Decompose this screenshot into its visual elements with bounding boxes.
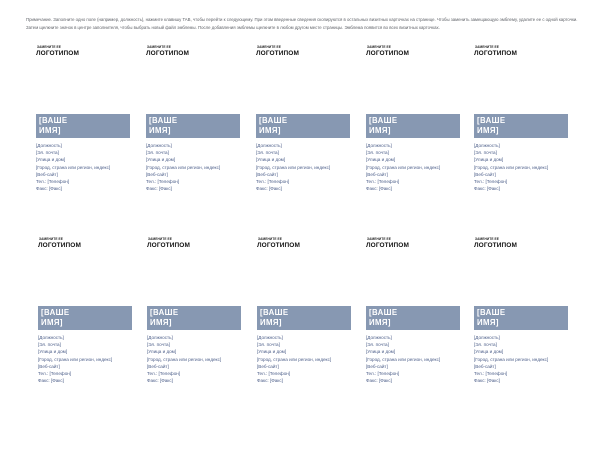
name-field[interactable]: [ВАШЕ ИМЯ] (260, 308, 289, 327)
city-field[interactable]: [Город, страна или регион, индекс] (474, 356, 549, 362)
street-field[interactable]: [Улица и дом] (146, 157, 176, 163)
logo-placeholder[interactable]: ЛОГОТИПОМ (474, 50, 517, 57)
city-field[interactable]: [Город, страна или регион, индекс] (38, 356, 113, 362)
title-field[interactable]: [Должность] (474, 335, 500, 340)
name-box (36, 114, 130, 138)
title-field[interactable]: [Должность] (36, 143, 62, 148)
website-field[interactable]: [Веб-сайт] (366, 363, 388, 369)
phone-field[interactable]: Тел.: [Телефон] (474, 179, 508, 185)
street-field[interactable]: [Улица и дом] (474, 349, 504, 355)
fax-field[interactable]: Факс: [Факс] (366, 186, 392, 192)
city-field[interactable]: [Город, страна или регион, индекс] (146, 164, 221, 170)
fax-field[interactable]: Факс: [Факс] (256, 186, 282, 192)
business-card (256, 45, 356, 195)
email-field[interactable]: [Эл. почта] (366, 150, 389, 156)
email-field[interactable]: [Эл. почта] (366, 342, 389, 348)
title-field[interactable]: [Должность] (146, 143, 172, 148)
street-field[interactable]: [Улица и дом] (366, 349, 396, 355)
name-box (366, 114, 460, 138)
logo-placeholder-small[interactable]: ЗАМЕНИТЕ ЕЕ (147, 45, 171, 49)
name-field[interactable]: [ВАШЕ ИМЯ] (149, 116, 178, 135)
website-field[interactable]: [Веб-сайт] (366, 171, 388, 177)
logo-placeholder-small[interactable]: ЗАМЕНИТЕ ЕЕ (39, 237, 63, 241)
email-field[interactable]: [Эл. почта] (146, 150, 169, 156)
phone-field[interactable]: Тел.: [Телефон] (474, 371, 508, 377)
name-box (257, 306, 351, 330)
logo-placeholder-small[interactable]: ЗАМЕНИТЕ ЕЕ (475, 45, 499, 49)
name-field[interactable]: [ВАШЕ ИМЯ] (41, 308, 70, 327)
name-field[interactable]: [ВАШЕ ИМЯ] (259, 116, 288, 135)
fax-field[interactable]: Факс: [Факс] (474, 378, 500, 384)
business-card (147, 237, 247, 387)
street-field[interactable]: [Улица и дом] (366, 157, 396, 163)
title-field[interactable]: [Должность] (366, 143, 392, 148)
name-box (474, 306, 568, 330)
name-box (147, 306, 241, 330)
name-field[interactable]: [ВАШЕ ИМЯ] (369, 116, 398, 135)
name-field[interactable]: [ВАШЕ ИМЯ] (369, 308, 398, 327)
fax-field[interactable]: Факс: [Факс] (36, 186, 62, 192)
name-box (146, 114, 240, 138)
street-field[interactable]: [Улица и дом] (147, 349, 177, 355)
title-field[interactable]: [Должность] (256, 143, 282, 148)
phone-field[interactable]: Тел.: [Телефон] (38, 371, 72, 377)
email-field[interactable]: [Эл. почта] (474, 342, 497, 348)
fax-field[interactable]: Факс: [Факс] (147, 378, 173, 384)
logo-placeholder[interactable]: ЛОГОТИПОМ (474, 242, 517, 249)
business-card (146, 45, 246, 195)
city-field[interactable]: [Город, страна или регион, индекс] (147, 356, 222, 362)
title-field[interactable]: [Должность] (257, 335, 283, 340)
business-card (366, 237, 466, 387)
fax-field[interactable]: Факс: [Факс] (38, 378, 64, 384)
phone-field[interactable]: Тел.: [Телефон] (36, 179, 70, 185)
city-field[interactable]: [Город, страна или регион, индекс] (256, 164, 331, 170)
name-box (256, 114, 350, 138)
phone-field[interactable]: Тел.: [Телефон] (366, 179, 400, 185)
city-field[interactable]: [Город, страна или регион, индекс] (36, 164, 111, 170)
title-field[interactable]: [Должность] (474, 143, 500, 148)
business-card (366, 45, 466, 195)
email-field[interactable]: [Эл. почта] (256, 150, 279, 156)
street-field[interactable]: [Улица и дом] (38, 349, 68, 355)
email-field[interactable]: [Эл. почта] (147, 342, 170, 348)
fax-field[interactable]: Факс: [Факс] (146, 186, 172, 192)
phone-field[interactable]: Тел.: [Телефон] (147, 371, 181, 377)
logo-placeholder[interactable]: ЛОГОТИПОМ (366, 242, 409, 249)
city-field[interactable]: [Город, страна или регион, индекс] (366, 164, 441, 170)
title-field[interactable]: [Должность] (147, 335, 173, 340)
street-field[interactable]: [Улица и дом] (256, 157, 286, 163)
logo-placeholder[interactable]: ЛОГОТИПОМ (256, 50, 299, 57)
phone-field[interactable]: Тел.: [Телефон] (257, 371, 291, 377)
business-card (474, 237, 574, 387)
logo-placeholder-small[interactable]: ЗАМЕНИТЕ ЕЕ (37, 45, 61, 49)
phone-field[interactable]: Тел.: [Телефон] (146, 179, 180, 185)
contact-details (256, 142, 352, 192)
contact-details (474, 142, 570, 192)
street-field[interactable]: [Улица и дом] (257, 349, 287, 355)
street-field[interactable]: [Улица и дом] (474, 157, 504, 163)
contact-details (366, 142, 462, 192)
name-field[interactable]: [ВАШЕ ИМЯ] (150, 308, 179, 327)
name-field[interactable]: [ВАШЕ ИМЯ] (477, 308, 506, 327)
business-card (474, 45, 574, 195)
website-field[interactable]: [Веб-сайт] (38, 363, 60, 369)
business-card (36, 45, 136, 195)
city-field[interactable]: [Город, страна или регион, индекс] (366, 356, 441, 362)
fax-field[interactable]: Факс: [Факс] (474, 186, 500, 192)
website-field[interactable]: [Веб-сайт] (474, 171, 496, 177)
contact-details (257, 334, 353, 384)
logo-placeholder[interactable]: ЛОГОТИПОМ (36, 50, 79, 57)
contact-details (474, 334, 570, 384)
business-card (38, 237, 138, 387)
city-field[interactable]: [Город, страна или регион, индекс] (257, 356, 332, 362)
logo-placeholder[interactable]: ЛОГОТИПОМ (366, 50, 409, 57)
website-field[interactable]: [Веб-сайт] (36, 171, 58, 177)
logo-placeholder-small[interactable]: ЗАМЕНИТЕ ЕЕ (367, 45, 391, 49)
fax-field[interactable]: Факс: [Факс] (366, 378, 392, 384)
email-field[interactable]: [Эл. почта] (36, 150, 59, 156)
name-box (366, 306, 460, 330)
name-field[interactable]: [ВАШЕ ИМЯ] (39, 116, 68, 135)
website-field[interactable]: [Веб-сайт] (474, 363, 496, 369)
street-field[interactable]: [Улица и дом] (36, 157, 66, 163)
name-box (474, 114, 568, 138)
phone-field[interactable]: Тел.: [Телефон] (256, 179, 290, 185)
email-field[interactable]: [Эл. почта] (38, 342, 61, 348)
contact-details (38, 334, 134, 384)
business-card (257, 237, 357, 387)
website-field[interactable]: [Веб-сайт] (257, 363, 279, 369)
logo-placeholder[interactable]: ЛОГОТИПОМ (146, 50, 189, 57)
logo-placeholder[interactable]: ЛОГОТИПОМ (147, 242, 190, 249)
website-field[interactable]: [Веб-сайт] (256, 171, 278, 177)
title-field[interactable]: [Должность] (38, 335, 64, 340)
logo-placeholder-small[interactable]: ЗАМЕНИТЕ ЕЕ (258, 237, 282, 241)
website-field[interactable]: [Веб-сайт] (146, 171, 168, 177)
instruction-note: Примечание. Заполните одно поле (например, должность), нажмите клавишу TAB, чтобы перейти к следующему. При этом введенные сведения скопируются в остальных визитных карточках на странице. Чтобы заменить замещающую эмблему, удалите ее с одной карточки. Затем щелкните значок в центре заполнителя, чтобы выбрать новый файл эмблемы. После добавления эмблемы щелкните в любом другом месте страницы. Эмблема появится во всех визитных карточках. (26, 17, 578, 30)
logo-placeholder-small[interactable]: ЗАМЕНИТЕ ЕЕ (257, 45, 281, 49)
city-field[interactable]: [Город, страна или регион, индекс] (474, 164, 549, 170)
fax-field[interactable]: Факс: [Факс] (257, 378, 283, 384)
email-field[interactable]: [Эл. почта] (474, 150, 497, 156)
website-field[interactable]: [Веб-сайт] (147, 363, 169, 369)
logo-placeholder[interactable]: ЛОГОТИПОМ (38, 242, 81, 249)
contact-details (147, 334, 243, 384)
name-box (38, 306, 132, 330)
phone-field[interactable]: Тел.: [Телефон] (366, 371, 400, 377)
title-field[interactable]: [Должность] (366, 335, 392, 340)
logo-placeholder[interactable]: ЛОГОТИПОМ (257, 242, 300, 249)
contact-details (366, 334, 462, 384)
email-field[interactable]: [Эл. почта] (257, 342, 280, 348)
logo-placeholder-small[interactable]: ЗАМЕНИТЕ ЕЕ (475, 237, 499, 241)
logo-placeholder-small[interactable]: ЗАМЕНИТЕ ЕЕ (367, 237, 391, 241)
contact-details (36, 142, 132, 192)
logo-placeholder-small[interactable]: ЗАМЕНИТЕ ЕЕ (148, 237, 172, 241)
name-field[interactable]: [ВАШЕ ИМЯ] (477, 116, 506, 135)
contact-details (146, 142, 242, 192)
